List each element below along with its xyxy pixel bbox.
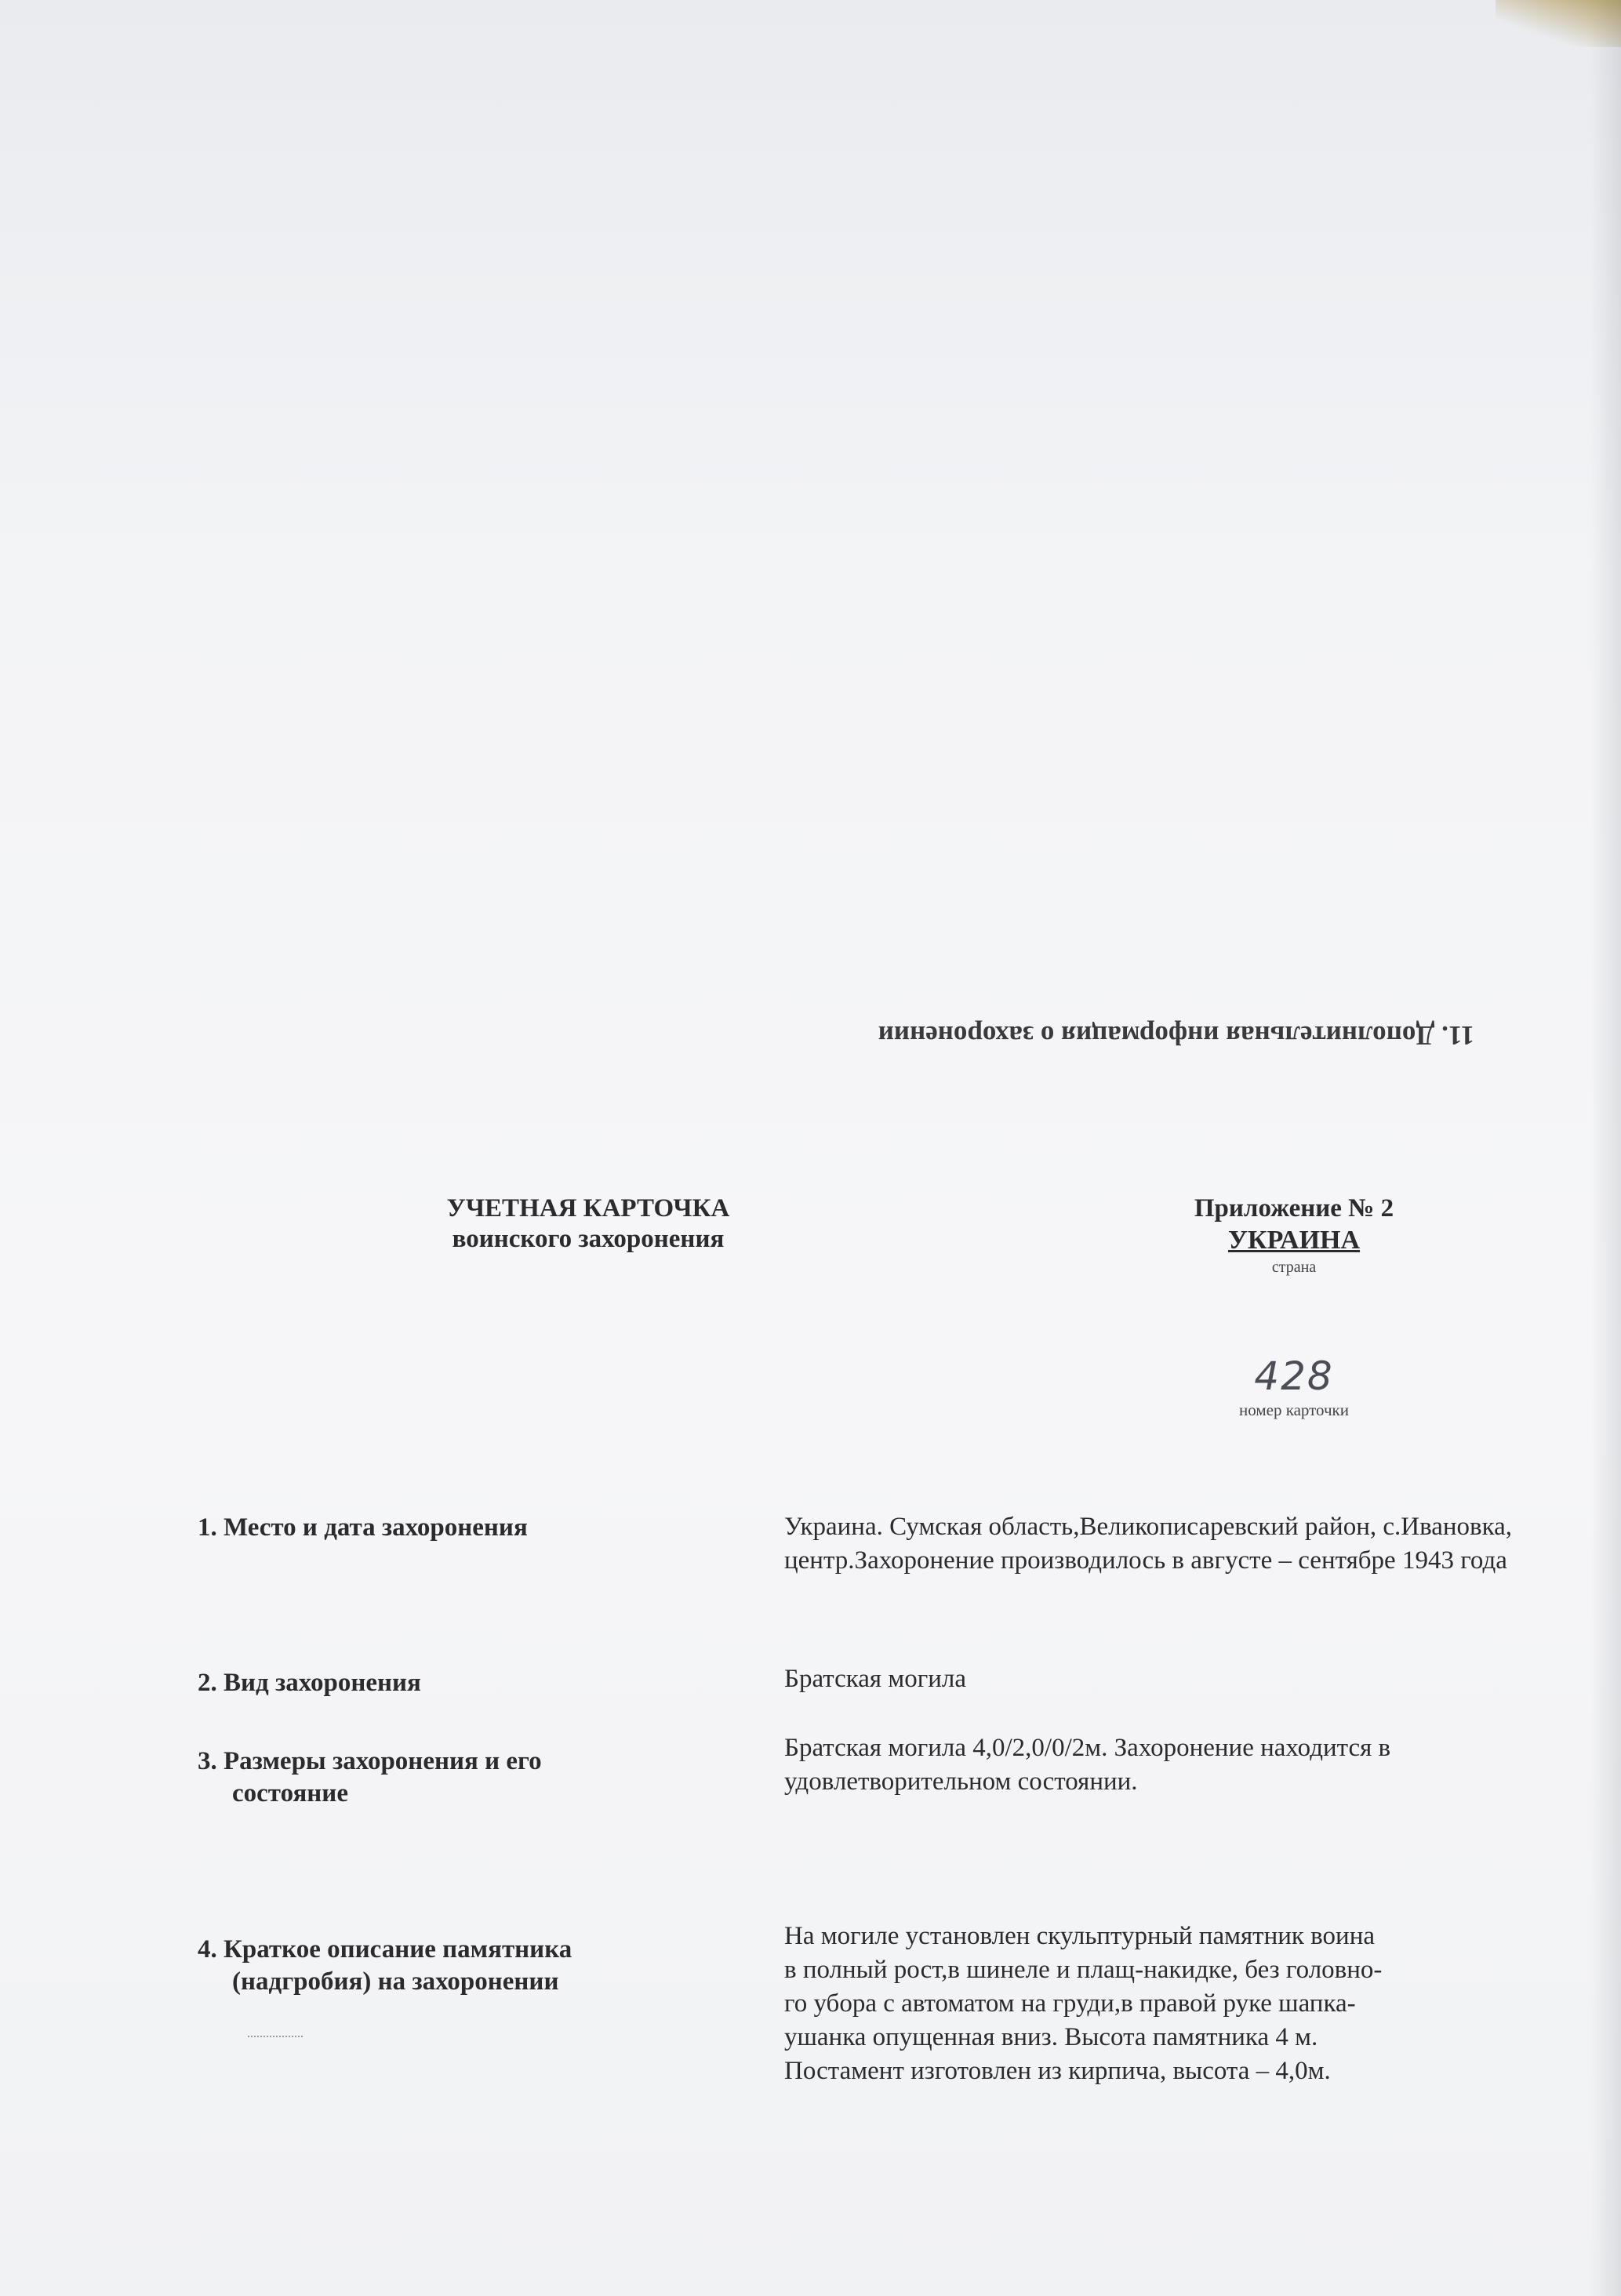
row-4-value-line-4: ушанка опущенная вниз. Высота памятника 4 м. xyxy=(784,2022,1318,2051)
title-line-2: воинского захоронения xyxy=(452,1224,725,1253)
row-3-label xyxy=(198,1746,684,1811)
country-value: УКРАИНА xyxy=(1227,1225,1361,1255)
card-title xyxy=(369,1193,808,1255)
row-3-label-line-2: состояние xyxy=(232,1779,348,1808)
row-4-label-line-2: (надгробия) на захоронении xyxy=(232,1967,559,1996)
page-edge-shadow xyxy=(1590,0,1621,2296)
row-2-value: Братская могила xyxy=(784,1665,967,1693)
title-line-1: УЧЕТНАЯ КАРТОЧКА xyxy=(446,1194,730,1222)
row-3-value: Братская могила 4,0/2,0/0/2м. Захоронение находится в удовлетворительном состоянии. xyxy=(784,1734,1391,1796)
row-4-value-line-3: го убора с автоматом на груди,в правой руке шапка- xyxy=(784,1989,1356,2018)
card-number-caption: номер карточки xyxy=(1239,1400,1349,1419)
row-4-value-line-2: в полный рост,в шинеле и плащ-накидке, без головно- xyxy=(784,1955,1383,1984)
row-3-label-line-1: 3. Размеры захоронения и его xyxy=(198,1747,542,1775)
row-4-value-line-5: Постамент изготовлен из кирпича, высота – 4,0м. xyxy=(784,2056,1331,2085)
row-1-label: 1. Место и дата захоронения xyxy=(198,1513,528,1542)
flipped-section-heading: 11. Дополнительная информация о захоронении xyxy=(878,1020,1474,1051)
appendix-block xyxy=(1161,1193,1427,1277)
row-4-label-line-1: 4. Краткое описание памятника xyxy=(198,1935,572,1964)
row-1-value: Украина. Сумская область,Великописаревский район, с.Ивановка, центр.Захоронение производилось в августе – сентябре 1943 года xyxy=(784,1513,1513,1575)
card-number-handwritten: 428 xyxy=(1254,1353,1334,1399)
row-4-value xyxy=(784,1920,1561,2087)
dotted-mark xyxy=(248,2036,303,2037)
row-4-value-line-1: На могиле установлен скульптурный памятник воина xyxy=(784,1922,1376,1950)
row-2-label: 2. Вид захоронения xyxy=(198,1669,421,1697)
card-number-block xyxy=(1192,1353,1396,1420)
row-4-label xyxy=(198,1934,684,1999)
appendix-label: Приложение № 2 xyxy=(1194,1194,1394,1222)
country-caption: страна xyxy=(1271,1259,1317,1277)
